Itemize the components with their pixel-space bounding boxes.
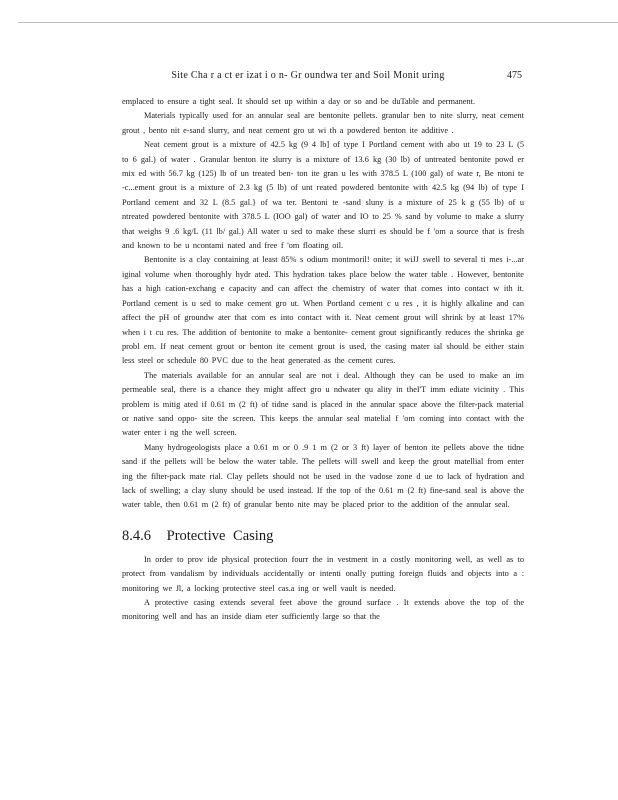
section-number: 8.4.6 [122,527,151,544]
paragraph: In order to prov ide physical protection fourr the in vestment in a costly monitoring well, as well as to protect from vandalism by individuals accidentally or intenti onally putting foreign fluids and objects into a : monitoring we Jl, a locking protective steel cas.a ing or well vault is needed. [122,554,524,593]
section-title: Protective Casing [166,527,274,544]
page-body [122,95,524,625]
paragraph: emplaced to ensure a tight seal. It should set up within a day or so and be duTable and permanent. [122,97,476,106]
page-number: 475 [507,70,522,81]
paragraphs-before-section [122,95,524,513]
paragraph: Bentonite is a clay containing at least 85% s odium montmoril! onite; it wiJJ swell to several ti mes i-...ar iginal volume when thoroughly hydr ated. This hydration takes place below the water table . However, bentonite has a high cation-exchang e capacity and can affect the chemistry of water that comes into contact w ith it. Portland cement is u sed to make cement gro ut. When Portland cement c u res , it is highly alkaline and can affect the pH of groundw ater that com es into contact with it. Neat cement grout will shrink by at least 17% when i t cu res. The addition of bentonite to make a bentonite- cement grout significantly reduces the shrinka ge probl em. If neat cement grout or benton ite cement grout is used, the casing mater ial should be either stain less steel or schedule 80 PVC due to the heat generated as the cement cures. [122,255,524,366]
paragraph: Many hydrogeologists place a 0.61 m or 0 .9 1 m (2 or 3 ft) layer of benton ite pellets above the tidne sand if the pellets will be below the water table. The pellets will swell and keep the grout matellial from enter ing the filter-pack mate rial. Clay pellets should not be used in the vadose zone d ue to lack of hydration and lack of swelling; a clay sluny should be used instead. If the top of the 0.61 m (2 ft) fine-sand seal is above the water table, then 0.61 m (2 ft) of granular bento nite may be placed prior to the addition of the annular seal. [122,442,524,510]
running-title: Site Cha r a ct er izat i o n- Gr oundwa ter and Soil Monit uring [171,70,445,81]
paragraph: The materials available for an annular seal are not i deal. Although they can be used to make an im permeable seal, there is a chance they might affect gro u ndwater qu ality in theI'T imm ediate vicinity . This problem is mitig ated if 0.61 m (2 ft) of tidne sand is placed in the annular space above the filter-pack material or native sand oppo- site the screen. This keeps the annular seal matelial f 'om coming into contact with the water enter i ng the well screen. [122,370,524,438]
paragraph: A protective casing extends several feet above the ground surface . It extends above the top of the monitoring well and has an inside diam eter sufficiently large so that the [122,598,524,622]
paragraph: Neat cement grout is a mixture of 42.5 kg (9 4 lb] of type I Portland cement with abo ut 19 to 23 L (5 to 6 gal.) of water . Granular benton ite slurry is a mixture of 13.6 kg (30 lb) of untreated bentonite powd er mix ed with 56.7 kg (125) lb of un treated ben- ton ite gran u les with 378.5 L (100 gal) of wate r, Be ntoni te -c...ement grout is a mixture of 2.3 kg (5 lb) of unt reated powdered bentonite with 42.5 kg (94 lb) of type I Portland cement and 32 L (8.5 gal.} of wa ter. Bentoni te -sand sluny is a mixture of 25 k g (55 lb) of u ntreated powdered bentonite with 378.5 L (IOO gal) of water and IO to 25 % sand by volume to make a slurry that weighs 9 .6 kg/L (11 lb/ gal.) All water u sed to make these slurri es should be f 'om a source that is fresh and known to be u ncontami nated and free f 'om floating oil. [122,140,524,251]
paragraphs-after-section [122,553,524,625]
section-heading [122,527,524,545]
paragraph: Materials typically used for an annular seal are bentonite pellets. granular ben to nite slurry, neat cement grout , bento nit e-sand slurry, and neat cement gro ut wi th a powdered benton ite additive . [122,111,524,135]
top-rule [18,22,618,23]
